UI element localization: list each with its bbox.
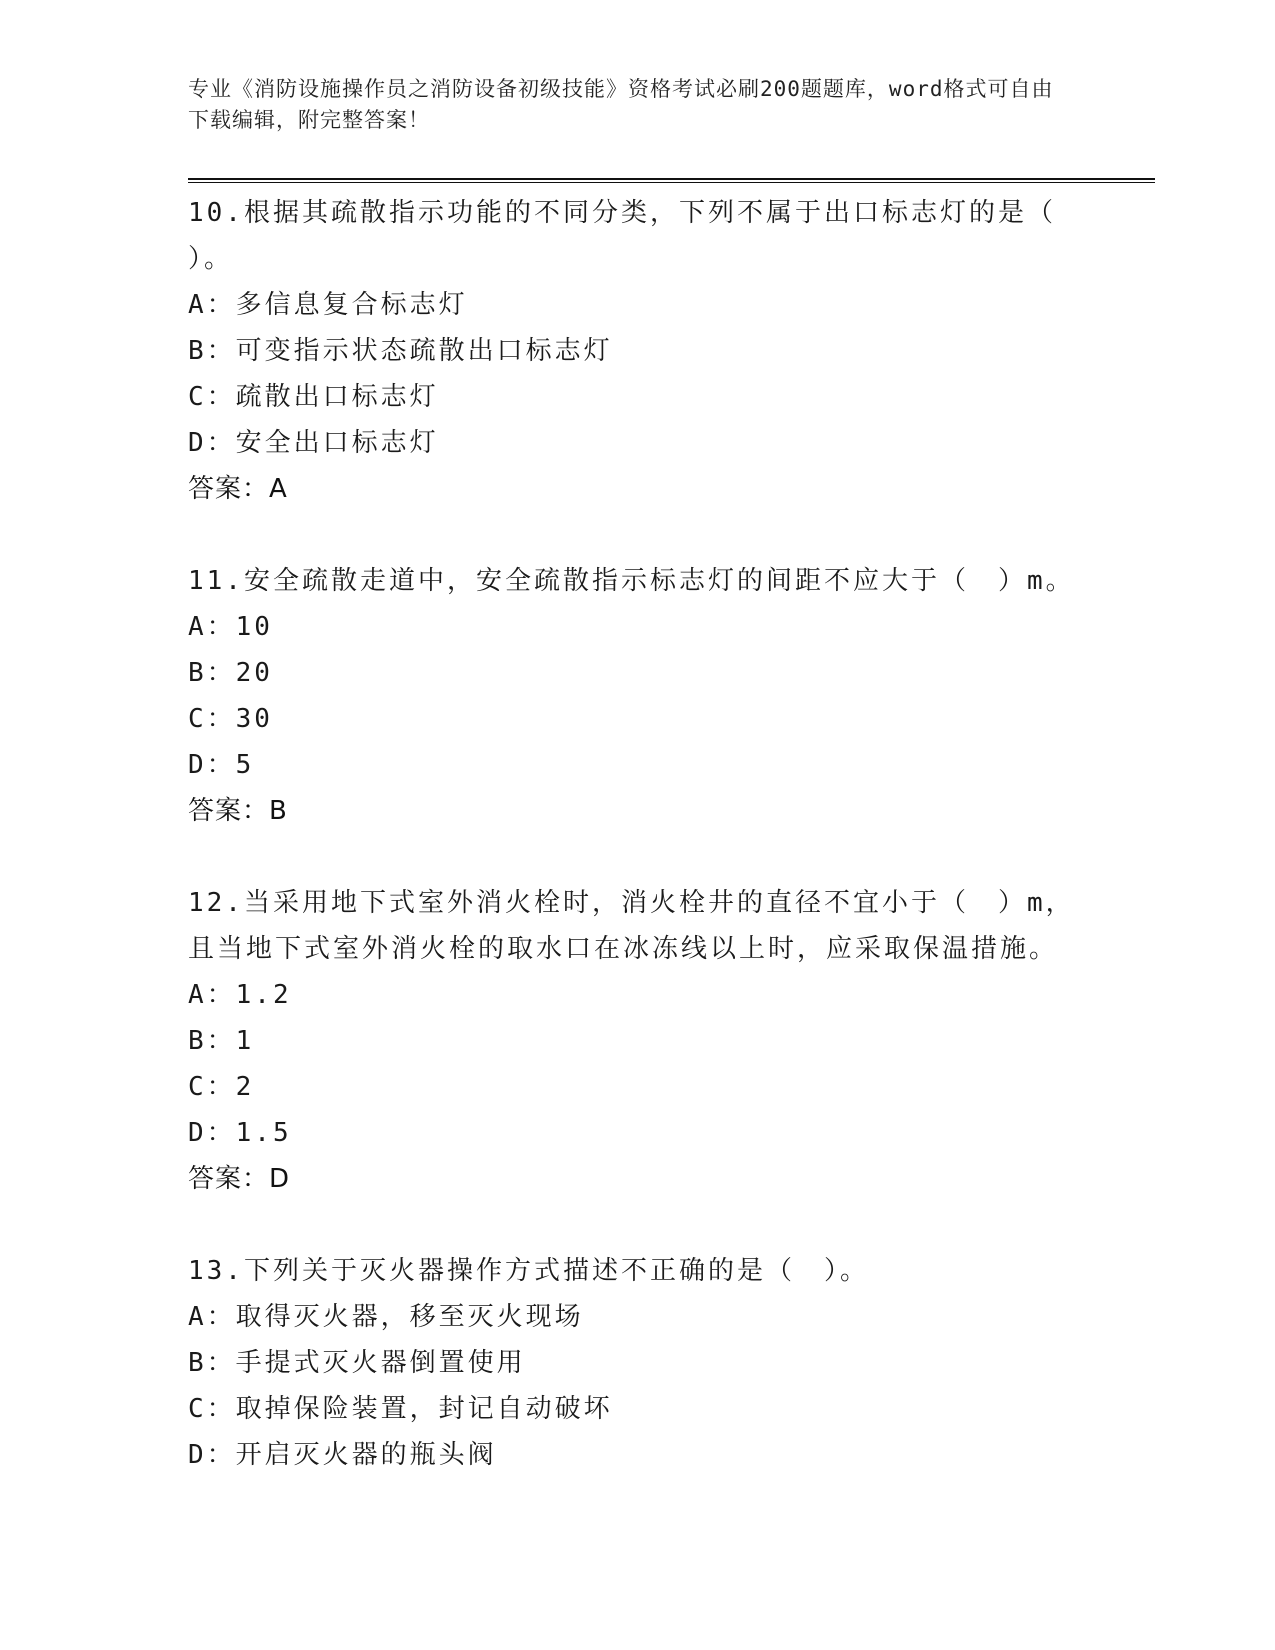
option-a: A：取得灭火器，移至灭火现场 [188,1302,584,1332]
option-a: A：10 [188,612,273,642]
question-stem: 10.根据其疏散指示功能的不同分类，下列不属于出口标志灯的是（ [188,198,1056,228]
option-b: B：1 [188,1026,255,1056]
question-10 [188,190,1088,512]
question-stem: 且当地下式室外消火栓的取水口在冰冻线以上时，应采取保温措施。 [188,934,1059,964]
option-a: A：多信息复合标志灯 [188,290,468,320]
option-d: D：安全出口标志灯 [188,428,439,458]
option-b: B：20 [188,658,273,688]
question-12 [188,880,1088,1202]
question-stem: ）。 [188,244,234,274]
option-c: C：30 [188,704,273,734]
option-d: D：开启灭火器的瓶头阀 [188,1440,497,1470]
option-c: C：2 [188,1072,255,1102]
answer-text: 答案：A [188,474,288,504]
document-header: 专业《消防设施操作员之消防设备初级技能》资格考试必刷200题题库，word格式可自由下载编辑，附完整答案！ [188,77,1054,132]
option-d: D：5 [188,750,255,780]
option-b: B：可变指示状态疏散出口标志灯 [188,336,613,366]
question-13 [188,1248,1088,1478]
question-stem: 13.下列关于灭火器操作方式描述不正确的是（ ）。 [188,1256,869,1286]
question-list [188,190,1088,1524]
question-stem: 12.当采用地下式室外消火栓时，消火栓井的直径不宜小于（ ）m， [188,888,1075,918]
option-c: C：取掉保险装置，封记自动破坏 [188,1394,613,1424]
option-a: A：1.2 [188,980,292,1010]
header-divider [188,178,1155,183]
answer-text: 答案：D [188,1164,291,1194]
option-b: B：手提式灭火器倒置使用 [188,1348,526,1378]
question-stem: 11.安全疏散走道中，安全疏散指示标志灯的间距不应大于（ ）m。 [188,566,1075,596]
question-11 [188,558,1088,834]
option-c: C：疏散出口标志灯 [188,382,439,412]
answer-text: 答案：B [188,796,288,826]
option-d: D：1.5 [188,1118,292,1148]
